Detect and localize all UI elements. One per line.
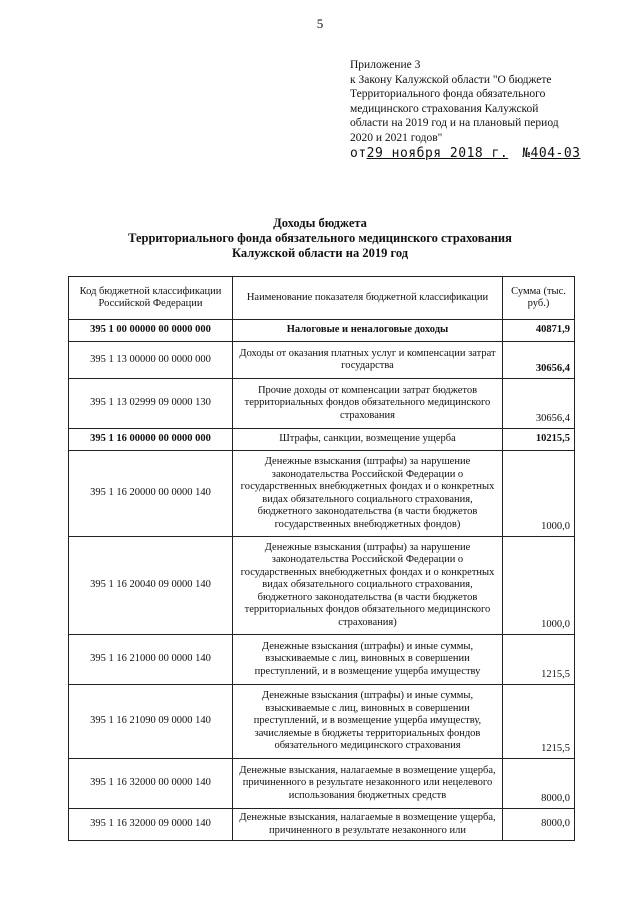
table-row (69, 759, 575, 809)
cell-name: Денежные взыскания (штрафы) за нарушение законодательства Российской Федерации о государственных внебюджетных фондах и о конкретных видах обязательного социального страхования, бюджетного законодательства (в части бюджетов государственных внебюджетных фондов) (233, 451, 503, 537)
income-table (68, 276, 575, 841)
cell-sum: 1000,0 (503, 451, 575, 537)
table-row (69, 451, 575, 537)
cell-sum: 1000,0 (503, 537, 575, 635)
cell-name: Прочие доходы от компенсации затрат бюджетов территориальных фондов обязательного медицинского страхования (233, 379, 503, 429)
page-number: 5 (316, 16, 324, 31)
cell-code: 395 1 16 32000 00 0000 140 (69, 759, 233, 809)
header-sum: Сумма (тыс. руб.) (503, 277, 575, 320)
cell-code: 395 1 16 20040 09 0000 140 (69, 537, 233, 635)
cell-name: Денежные взыскания, налагаемые в возмещение ущерба, причиненного в результате незаконного или (233, 809, 503, 841)
title-line: Калужской области на 2019 год (231, 246, 409, 260)
table-row (69, 685, 575, 759)
appendix-line: медицинского страхования Калужской (350, 102, 539, 115)
cell-code: 395 1 16 21090 09 0000 140 (69, 685, 233, 759)
cell-sum: 30656,4 (503, 379, 575, 429)
table-row (69, 537, 575, 635)
cell-name: Денежные взыскания (штрафы) за нарушение законодательства Российской Федерации о государственных внебюджетных фондах и о конкретных видах обязательного социального страхования, бюджетного законодательства (в части бюджетов территориальных фондов обязательного медицинского страхования) (233, 537, 503, 635)
appendix-line: области на 2019 год и на плановый период (350, 117, 559, 129)
table-row (69, 635, 575, 685)
cell-sum: 8000,0 (503, 759, 575, 809)
cell-name: Денежные взыскания (штрафы) и иные суммы, взыскиваемые с лиц, виновных в совершении преступлений, и в возмещение ущерба имуществу (233, 635, 503, 685)
cell-sum: 40871,9 (503, 320, 575, 342)
cell-name: Штрафы, санкции, возмещение ущерба (233, 429, 503, 451)
cell-sum: 1215,5 (503, 685, 575, 759)
cell-sum: 8000,0 (503, 809, 575, 841)
title-line: Доходы бюджета (273, 216, 367, 230)
table-header-row (69, 277, 575, 320)
number-prefix: № (522, 146, 531, 161)
cell-code: 395 1 13 02999 09 0000 130 (69, 379, 233, 429)
appendix-line: к Закону Калужской области "О бюджете (350, 73, 552, 86)
appendix-line: 2020 и 2021 годов" (350, 131, 443, 144)
cell-sum: 1215,5 (503, 635, 575, 685)
cell-code: 395 1 16 00000 00 0000 000 (69, 429, 233, 451)
table-row (69, 379, 575, 429)
cell-code: 395 1 16 32000 09 0000 140 (69, 809, 233, 841)
table-row (69, 809, 575, 841)
header-name: Наименование показателя бюджетной классификации (233, 277, 503, 320)
cell-code: 395 1 16 20000 00 0000 140 (69, 451, 233, 537)
cell-code: 395 1 13 00000 00 0000 000 (69, 342, 233, 379)
document-title (0, 216, 640, 261)
cell-name: Доходы от оказания платных услуг и компенсации затрат государства (233, 342, 503, 379)
document-date-number (350, 146, 581, 161)
header-code: Код бюджетной классификации Российской Федерации (69, 277, 233, 320)
cell-name: Денежные взыскания (штрафы) и иные суммы, взыскиваемые с лиц, виновных в совершении преступлений, и в возмещение ущерба имуществу, зачисляемые в бюджеты территориальных фондов обязательного медицинского страхования (233, 685, 503, 759)
appendix-line: Приложение 3 (350, 59, 421, 71)
cell-code: 395 1 00 00000 00 0000 000 (69, 320, 233, 342)
cell-sum: 10215,5 (503, 429, 575, 451)
title-line: Территориального фонда обязательного медицинского страхования (128, 231, 512, 245)
appendix-line: Территориального фонда обязательного (350, 88, 546, 100)
table-row (69, 320, 575, 342)
cell-name: Налоговые и неналоговые доходы (233, 320, 503, 342)
appendix-note (350, 58, 600, 145)
date-prefix: от (350, 146, 367, 161)
document-number: 404-03 (530, 146, 581, 161)
cell-code: 395 1 16 21000 00 0000 140 (69, 635, 233, 685)
cell-sum: 30656,4 (503, 342, 575, 379)
cell-name: Денежные взыскания, налагаемые в возмещение ущерба, причиненного в результате незаконного или нецелевого использования бюджетных средств (233, 759, 503, 809)
document-date: 29 ноября 2018 г. (366, 146, 509, 161)
table-row (69, 342, 575, 379)
table-row (69, 429, 575, 451)
